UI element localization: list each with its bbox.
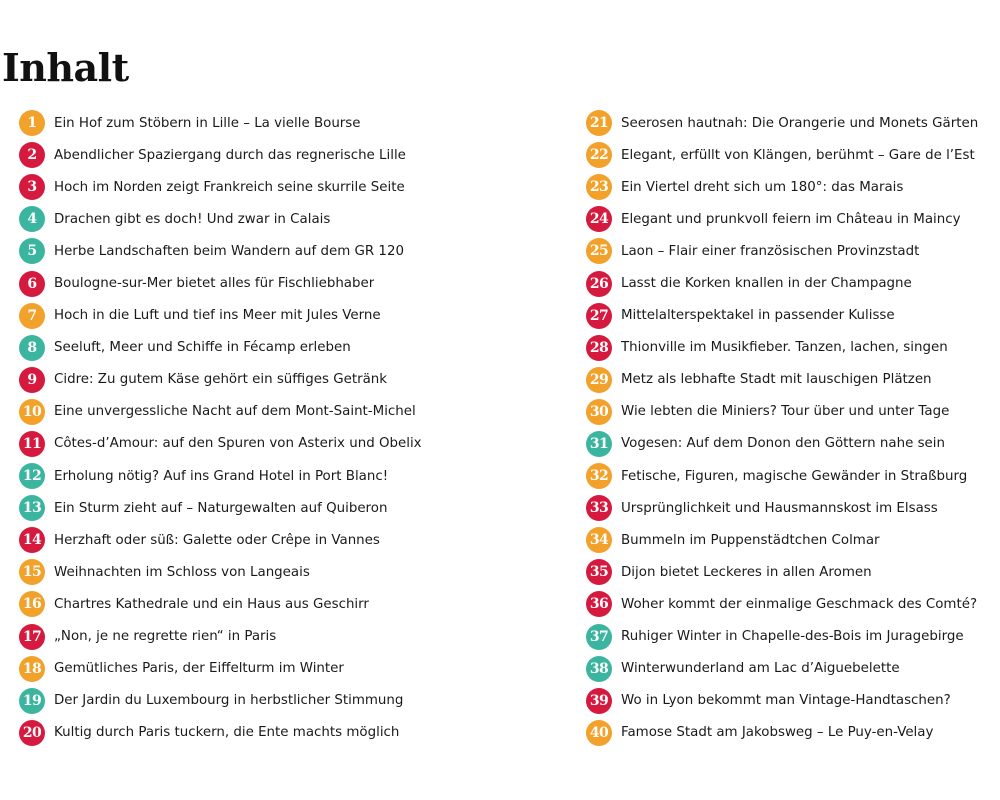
toc-entry[interactable] bbox=[19, 332, 559, 364]
chapter-number-badge: 32 bbox=[586, 463, 612, 489]
chapter-number-badge: 24 bbox=[586, 206, 612, 232]
toc-entry[interactable] bbox=[586, 267, 998, 299]
chapter-title: Seerosen hautnah: Die Orangerie und Monets Gärten bbox=[621, 115, 979, 131]
toc-entry[interactable] bbox=[19, 524, 559, 556]
chapter-title: Ursprünglichkeit und Hausmannskost im Elsass bbox=[621, 500, 938, 516]
chapter-title: „Non, je ne regrette rien“ in Paris bbox=[54, 629, 277, 645]
toc-entry[interactable] bbox=[586, 364, 998, 396]
chapter-title: Cidre: Zu gutem Käse gehört ein süffiges Getränk bbox=[54, 372, 388, 388]
toc-entry[interactable] bbox=[19, 588, 559, 620]
chapter-number-badge: 8 bbox=[19, 335, 45, 361]
toc-entry[interactable] bbox=[19, 235, 559, 267]
chapter-number-badge: 35 bbox=[586, 559, 612, 585]
chapter-title: Dijon bietet Leckeres in allen Aromen bbox=[621, 564, 872, 580]
chapter-number-badge: 16 bbox=[19, 591, 45, 617]
toc-entry[interactable] bbox=[19, 396, 559, 428]
toc-entry[interactable] bbox=[586, 235, 998, 267]
toc-entry[interactable] bbox=[19, 492, 559, 524]
chapter-number-badge: 20 bbox=[19, 720, 45, 746]
chapter-number-badge: 2 bbox=[19, 142, 45, 168]
chapter-number-badge: 15 bbox=[19, 559, 45, 585]
toc-entry[interactable] bbox=[19, 139, 559, 171]
chapter-number-badge: 18 bbox=[19, 656, 45, 682]
chapter-title: Vogesen: Auf dem Donon den Göttern nahe sein bbox=[621, 436, 946, 452]
toc-right-column bbox=[586, 107, 998, 749]
toc-entry[interactable] bbox=[19, 364, 559, 396]
chapter-number-badge: 39 bbox=[586, 688, 612, 714]
chapter-title: Elegant und prunkvoll feiern im Château in Maincy bbox=[621, 211, 961, 227]
toc-entry[interactable] bbox=[586, 171, 998, 203]
chapter-title: Bummeln im Puppenstädtchen Colmar bbox=[621, 532, 880, 548]
chapter-number-badge: 34 bbox=[586, 527, 612, 553]
chapter-number-badge: 25 bbox=[586, 238, 612, 264]
chapter-title: Chartres Kathedrale und ein Haus aus Geschirr bbox=[54, 596, 369, 612]
chapter-title: Thionville im Musikfieber. Tanzen, lachen, singen bbox=[621, 340, 948, 356]
chapter-number-badge: 12 bbox=[19, 463, 45, 489]
chapter-number-badge: 13 bbox=[19, 495, 45, 521]
chapter-title: Ruhiger Winter in Chapelle-des-Bois im Juragebirge bbox=[621, 629, 964, 645]
toc-entry[interactable] bbox=[19, 171, 559, 203]
toc-entry[interactable] bbox=[19, 717, 559, 749]
toc-entry[interactable] bbox=[586, 588, 998, 620]
toc-entry[interactable] bbox=[586, 460, 998, 492]
toc-entry[interactable] bbox=[19, 428, 559, 460]
chapter-number-badge: 9 bbox=[19, 367, 45, 393]
chapter-number-badge: 21 bbox=[586, 110, 612, 136]
chapter-number-badge: 3 bbox=[19, 174, 45, 200]
chapter-title: Ein Hof zum Stöbern in Lille – La vielle Bourse bbox=[54, 115, 361, 131]
chapter-title: Wo in Lyon bekommt man Vintage-Handtaschen? bbox=[621, 693, 951, 709]
toc-entry[interactable] bbox=[586, 717, 998, 749]
toc-entry[interactable] bbox=[19, 107, 559, 139]
chapter-title: Ein Viertel dreht sich um 180°: das Marais bbox=[621, 179, 904, 195]
chapter-number-badge: 19 bbox=[19, 688, 45, 714]
chapter-title: Erholung nötig? Auf ins Grand Hotel in Port Blanc! bbox=[54, 468, 389, 484]
chapter-title: Mittelalterspektakel in passender Kulisse bbox=[621, 308, 895, 324]
chapter-title: Elegant, erfüllt von Klängen, berühmt – Gare de l’Est bbox=[621, 147, 975, 163]
chapter-title: Eine unvergessliche Nacht auf dem Mont-Saint-Michel bbox=[54, 404, 416, 420]
chapter-title: Laon – Flair einer französischen Provinzstadt bbox=[621, 243, 920, 259]
toc-entry[interactable] bbox=[586, 685, 998, 717]
chapter-title: Herzhaft oder süß: Galette oder Crêpe in Vannes bbox=[54, 532, 380, 548]
chapter-title: Côtes-d’Amour: auf den Spuren von Asterix und Obelix bbox=[54, 436, 422, 452]
chapter-title: Fetische, Figuren, magische Gewänder in Straßburg bbox=[621, 468, 968, 484]
chapter-title: Winterwunderland am Lac d’Aiguebelette bbox=[621, 661, 900, 677]
chapter-title: Der Jardin du Luxembourg in herbstlicher Stimmung bbox=[54, 693, 404, 709]
chapter-title: Ein Sturm zieht auf – Naturgewalten auf Quiberon bbox=[54, 500, 388, 516]
chapter-number-badge: 29 bbox=[586, 367, 612, 393]
toc-entry[interactable] bbox=[586, 107, 998, 139]
toc-entry[interactable] bbox=[586, 492, 998, 524]
chapter-number-badge: 4 bbox=[19, 206, 45, 232]
chapter-number-badge: 1 bbox=[19, 110, 45, 136]
chapter-number-badge: 26 bbox=[586, 271, 612, 297]
toc-entry[interactable] bbox=[19, 653, 559, 685]
page-title: Inhalt bbox=[2, 45, 129, 90]
chapter-title: Metz als lebhafte Stadt mit lauschigen Plätzen bbox=[621, 372, 932, 388]
chapter-title: Hoch in die Luft und tief ins Meer mit Jules Verne bbox=[54, 308, 381, 324]
toc-entry[interactable] bbox=[586, 653, 998, 685]
chapter-number-badge: 6 bbox=[19, 271, 45, 297]
toc-entry[interactable] bbox=[19, 267, 559, 299]
toc-entry[interactable] bbox=[586, 332, 998, 364]
chapter-title: Abendlicher Spaziergang durch das regnerische Lille bbox=[54, 147, 406, 163]
chapter-number-badge: 36 bbox=[586, 591, 612, 617]
chapter-number-badge: 31 bbox=[586, 431, 612, 457]
chapter-number-badge: 27 bbox=[586, 303, 612, 329]
toc-entry[interactable] bbox=[19, 685, 559, 717]
chapter-number-badge: 5 bbox=[19, 238, 45, 264]
chapter-number-badge: 23 bbox=[586, 174, 612, 200]
chapter-title: Seeluft, Meer und Schiffe in Fécamp erleben bbox=[54, 340, 351, 356]
toc-entry[interactable] bbox=[586, 139, 998, 171]
chapter-title: Lasst die Korken knallen in der Champagne bbox=[621, 276, 912, 292]
chapter-number-badge: 40 bbox=[586, 720, 612, 746]
toc-entry[interactable] bbox=[586, 203, 998, 235]
chapter-number-badge: 7 bbox=[19, 303, 45, 329]
toc-left-column bbox=[19, 107, 559, 749]
chapter-title: Kultig durch Paris tuckern, die Ente machts möglich bbox=[54, 725, 400, 741]
chapter-title: Drachen gibt es doch! Und zwar in Calais bbox=[54, 211, 331, 227]
toc-entry[interactable] bbox=[586, 300, 998, 332]
toc-entry[interactable] bbox=[586, 524, 998, 556]
toc-entry[interactable] bbox=[19, 300, 559, 332]
chapter-title: Gemütliches Paris, der Eiffelturm im Winter bbox=[54, 661, 344, 677]
chapter-number-badge: 38 bbox=[586, 656, 612, 682]
toc-entry[interactable] bbox=[586, 396, 998, 428]
toc-entry[interactable] bbox=[19, 621, 559, 653]
toc-entry[interactable] bbox=[19, 460, 559, 492]
chapter-number-badge: 17 bbox=[19, 624, 45, 650]
toc-entry[interactable] bbox=[19, 556, 559, 588]
chapter-number-badge: 33 bbox=[586, 495, 612, 521]
chapter-number-badge: 37 bbox=[586, 624, 612, 650]
chapter-title: Famose Stadt am Jakobsweg – Le Puy-en-Velay bbox=[621, 725, 934, 741]
chapter-number-badge: 11 bbox=[19, 431, 45, 457]
chapter-number-badge: 22 bbox=[586, 142, 612, 168]
toc-entry[interactable] bbox=[586, 621, 998, 653]
chapter-number-badge: 14 bbox=[19, 527, 45, 553]
chapter-title: Wie lebten die Miniers? Tour über und unter Tage bbox=[621, 404, 950, 420]
chapter-number-badge: 10 bbox=[19, 399, 45, 425]
chapter-title: Woher kommt der einmalige Geschmack des Comté? bbox=[621, 596, 978, 612]
chapter-title: Herbe Landschaften beim Wandern auf dem GR 120 bbox=[54, 243, 404, 259]
chapter-title: Weihnachten im Schloss von Langeais bbox=[54, 564, 310, 580]
toc-entry[interactable] bbox=[19, 203, 559, 235]
chapter-number-badge: 28 bbox=[586, 335, 612, 361]
chapter-title: Boulogne-sur-Mer bietet alles für Fischliebhaber bbox=[54, 276, 375, 292]
toc-entry[interactable] bbox=[586, 556, 998, 588]
toc-entry[interactable] bbox=[586, 428, 998, 460]
chapter-number-badge: 30 bbox=[586, 399, 612, 425]
chapter-title: Hoch im Norden zeigt Frankreich seine skurrile Seite bbox=[54, 179, 405, 195]
